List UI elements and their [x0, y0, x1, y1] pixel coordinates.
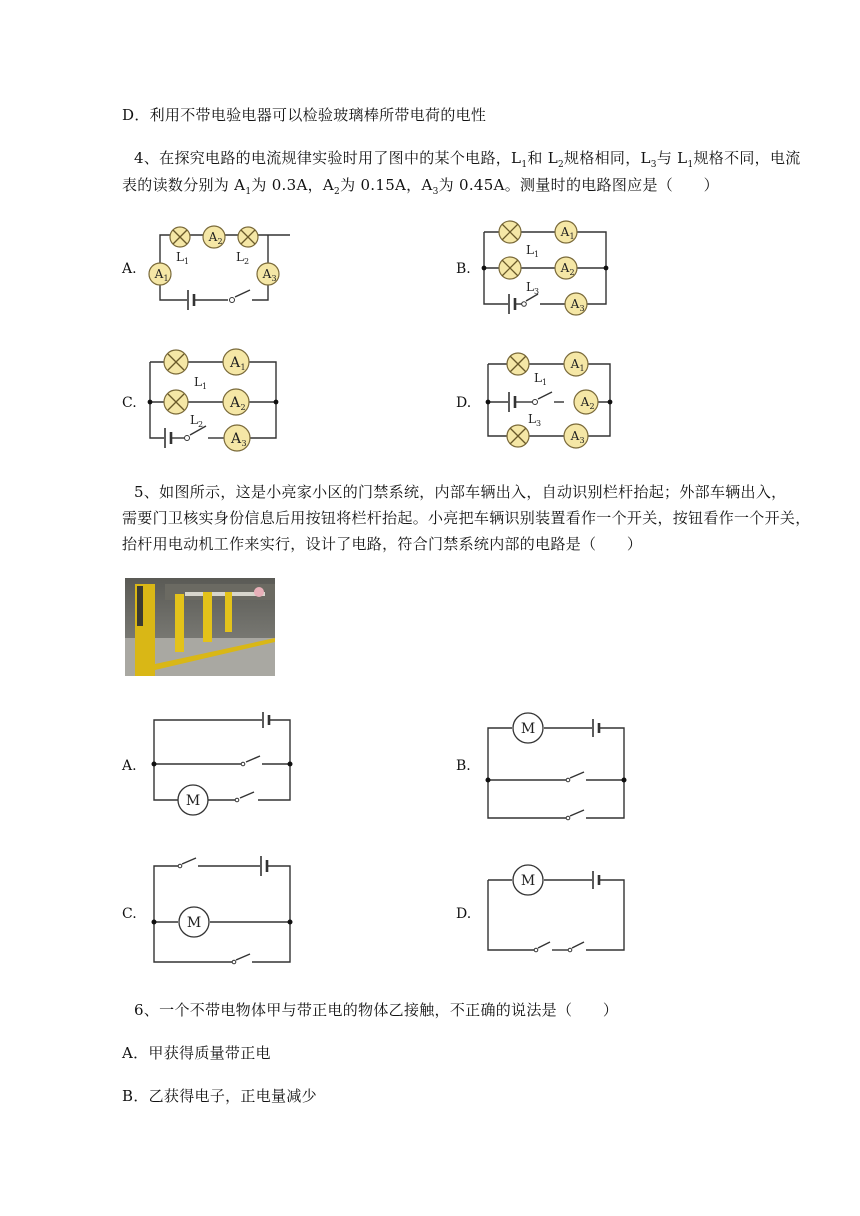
q5-option-d-label[interactable]: D. — [456, 906, 472, 922]
svg-text:A: A — [580, 395, 590, 409]
svg-text:A: A — [154, 267, 164, 281]
svg-text:A: A — [570, 429, 580, 443]
q4-option-b-label[interactable]: B. — [456, 261, 471, 277]
q4-stem-line1: 4、在探究电路的电流规律实验时用了图中的某个电路，$L_1$和 $L_2$规格相同，$L_3$与 $L_1$规格不同，电流 — [134, 149, 801, 170]
svg-text:2: 2 — [240, 403, 246, 412]
svg-text:A: A — [208, 230, 218, 244]
svg-text:3: 3 — [271, 274, 277, 283]
q5-option-c-label[interactable]: C. — [122, 906, 137, 922]
svg-text:A: A — [230, 431, 242, 447]
svg-text:1: 1 — [240, 363, 246, 372]
svg-text:A: A — [560, 261, 570, 275]
q5-circuit-b — [484, 706, 629, 821]
svg-text:M: M — [185, 793, 201, 809]
q4-option-a-label[interactable]: A. — [122, 261, 137, 277]
q5-stem-line2: 需要门卫核实身份信息后用按钮将栏杆抬起。小亮把车辆识别装置看作一个开关，按钮看作一个开关， — [122, 509, 811, 527]
svg-text:2: 2 — [198, 420, 204, 429]
svg-text:2: 2 — [244, 257, 250, 266]
svg-text:2: 2 — [589, 402, 595, 411]
svg-text:3: 3 — [579, 304, 585, 313]
svg-text:A: A — [570, 297, 580, 311]
q5-stem-line3: 抬杆用电动机工作来实行，设计了电路，符合门禁系统内部的电路是（ ） — [122, 535, 643, 553]
q6-option-b[interactable]: B．乙获得电子，正电量减少 — [122, 1087, 317, 1105]
svg-text:1: 1 — [534, 250, 540, 259]
q3-option-d: D．利用不带电验电器可以检验玻璃棒所带电荷的电性 — [122, 106, 487, 124]
svg-text:L: L — [526, 243, 534, 257]
q5-option-b-label[interactable]: B. — [456, 758, 471, 774]
svg-text:3: 3 — [579, 436, 585, 445]
svg-text:2: 2 — [217, 237, 223, 246]
svg-text:M: M — [186, 915, 202, 931]
svg-text:A: A — [570, 357, 580, 371]
svg-text:1: 1 — [542, 378, 548, 387]
svg-text:3: 3 — [536, 419, 542, 428]
svg-text:1: 1 — [202, 382, 208, 391]
svg-text:L: L — [534, 371, 542, 385]
q5-stem-line1: 5、如图所示，这是小亮家小区的门禁系统，内部车辆出入，自动识别栏杆抬起；外部车辆出入， — [134, 483, 787, 501]
svg-text:1: 1 — [163, 274, 169, 283]
q5-circuit-c — [150, 850, 295, 968]
svg-text:1: 1 — [184, 257, 190, 266]
lamp-icon — [170, 227, 190, 247]
svg-text:3: 3 — [241, 439, 247, 448]
q4-circuit-b — [480, 218, 610, 318]
svg-text:M: M — [520, 873, 536, 889]
q4-circuit-c — [146, 348, 286, 448]
svg-text:L: L — [190, 413, 198, 427]
q4-circuit-d — [484, 350, 614, 450]
svg-text:L: L — [526, 280, 534, 294]
svg-text:L: L — [194, 375, 202, 389]
svg-text:A: A — [560, 225, 570, 239]
svg-text:A: A — [229, 395, 241, 411]
q5-option-a-label[interactable]: A. — [122, 758, 137, 774]
gate-photo — [125, 578, 275, 676]
q4-option-c-label[interactable]: C. — [122, 395, 137, 411]
svg-text:3: 3 — [534, 287, 540, 296]
svg-text:M: M — [520, 721, 536, 737]
svg-text:1: 1 — [569, 232, 575, 241]
q4-circuit-a — [140, 220, 290, 310]
svg-text:L: L — [528, 412, 536, 426]
lamp-icon — [238, 227, 258, 247]
q5-circuit-d — [484, 858, 629, 958]
q6-stem: 6、一个不带电物体甲与带正电的物体乙接触，不正确的说法是（ ） — [134, 1001, 619, 1019]
svg-text:A: A — [229, 355, 241, 371]
svg-text:L: L — [176, 250, 184, 264]
q4-option-d-label[interactable]: D. — [456, 395, 472, 411]
svg-text:A: A — [262, 267, 272, 281]
svg-text:2: 2 — [569, 268, 575, 277]
svg-text:L: L — [236, 250, 244, 264]
svg-text:1: 1 — [579, 364, 585, 373]
q6-option-a[interactable]: A．甲获得质量带正电 — [122, 1044, 271, 1062]
q5-circuit-a — [150, 712, 295, 807]
q4-stem-line2: 表的读数分别为 $A_1$为 0.3A，$A_2$为 0.15A，$A_3$为 0.45A。测量时的电路图应是（ ） — [122, 176, 719, 197]
